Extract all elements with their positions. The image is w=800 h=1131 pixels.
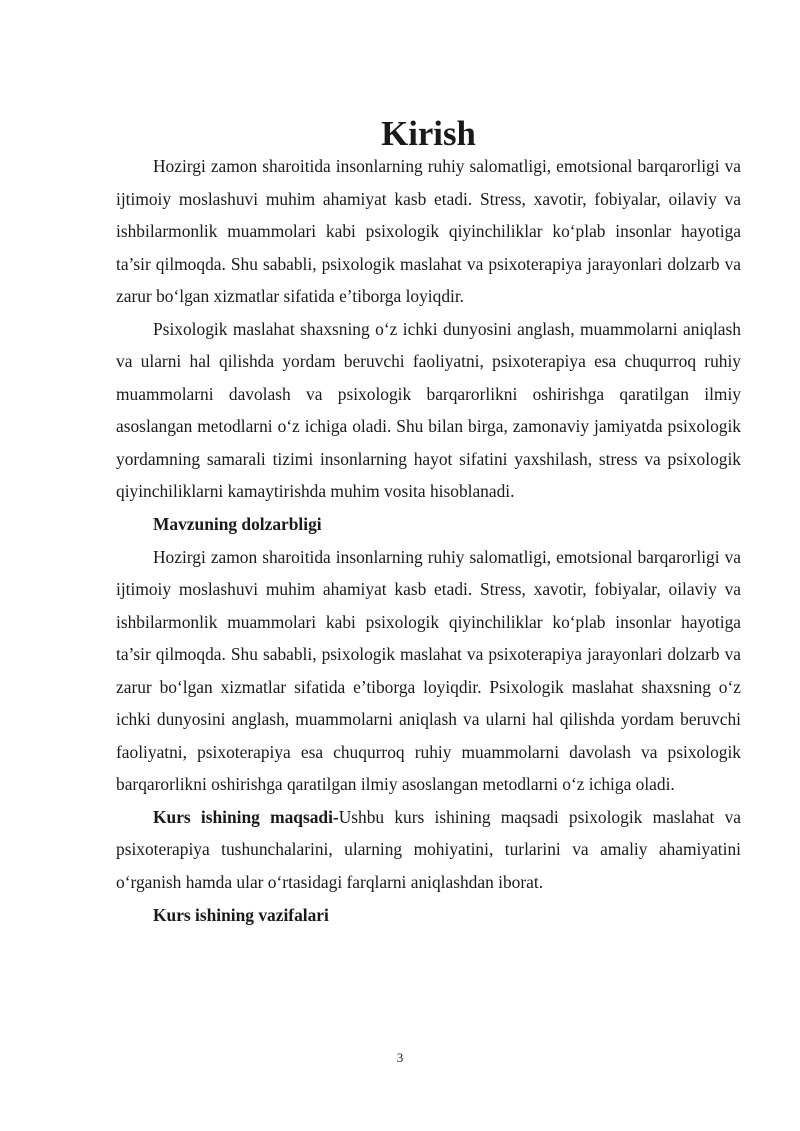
goal-label: Kurs ishining maqsadi-: [153, 806, 339, 827]
tasks-heading: Kurs ishining vazifalari: [153, 904, 329, 925]
relevance-heading: Mavzuning dolzarbligi: [153, 514, 322, 535]
intro-paragraph-1: Hozirgi zamon sharoitida insonlarning ruhiy salomatligi, emotsional barqarorligi va ijtimoiy moslashuvi muhim ahamiyat kasb etadi. Stress, xavotir, fobiyalar, oilaviy va ishbilarmonlik muammolari kabi psixologik qiyinchiliklar ko‘plab insonlar hayotiga ta’sir qilmoqda. Shu sababli, psixologik maslahat va psixoterapiya jarayonlari dolzarb va zarur bo‘lgan xizmatlar sifatida e’tiborga loyiqdir.: [116, 156, 741, 307]
section-title: Kirish: [381, 114, 476, 153]
goal-text: Ushbu kurs ishining maqsadi psixologik maslahat va psixoterapiya tushunchalarini, ularning mohiyatini, turlarini va amaliy ahamiyatini o‘rganish hamda ular o‘rtasidagi farqlarni aniqlashdan iborat.: [116, 806, 741, 893]
page-number: 3: [396, 1050, 404, 1065]
intro-paragraph-2: Psixologik maslahat shaxsning o‘z ichki dunyosini anglash, muammolarni aniqlash va ularni hal qilishda yordam beruvchi faoliyatni, psixoterapiya esa chuqurroq ruhiy muammolarni davolash va psixologik barqarorlikni oshirishga qaratilgan ilmiy asoslangan metodlarni o‘z ichiga oladi. Shu bilan birga, zamonaviy jamiyatda psixologik yordamning samarali tizimi insonlarning hayot sifatini yaxshilash, stress va psixologik qiyinchiliklarni kamaytirishda muhim vosita hisoblanadi.: [116, 318, 741, 502]
relevance-paragraph: Hozirgi zamon sharoitida insonlarning ruhiy salomatligi, emotsional barqarorligi va ijtimoiy moslashuvi muhim ahamiyat kasb etadi. Stress, xavotir, fobiyalar, oilaviy va ishbilarmonlik muammolari kabi psixologik qiyinchiliklar ko‘plab insonlar hayotiga ta’sir qilmoqda. Shu sababli, psixologik maslahat va psixoterapiya jarayonlari dolzarb va zarur bo‘lgan xizmatlar sifatida e’tiborga loyiqdir. Psixologik maslahat shaxsning o‘z ichki dunyosini anglash, muammolarni aniqlash va ularni hal qilishda yordam beruvchi faoliyatni, psixoterapiya esa chuqurroq ruhiy muammolarni davolash va psixologik barqarorlikni oshirishga qaratilgan ilmiy asoslangan metodlarni o‘z ichiga oladi.: [116, 546, 741, 795]
page-content: [116, 114, 741, 931]
goal-paragraph: [116, 801, 741, 899]
